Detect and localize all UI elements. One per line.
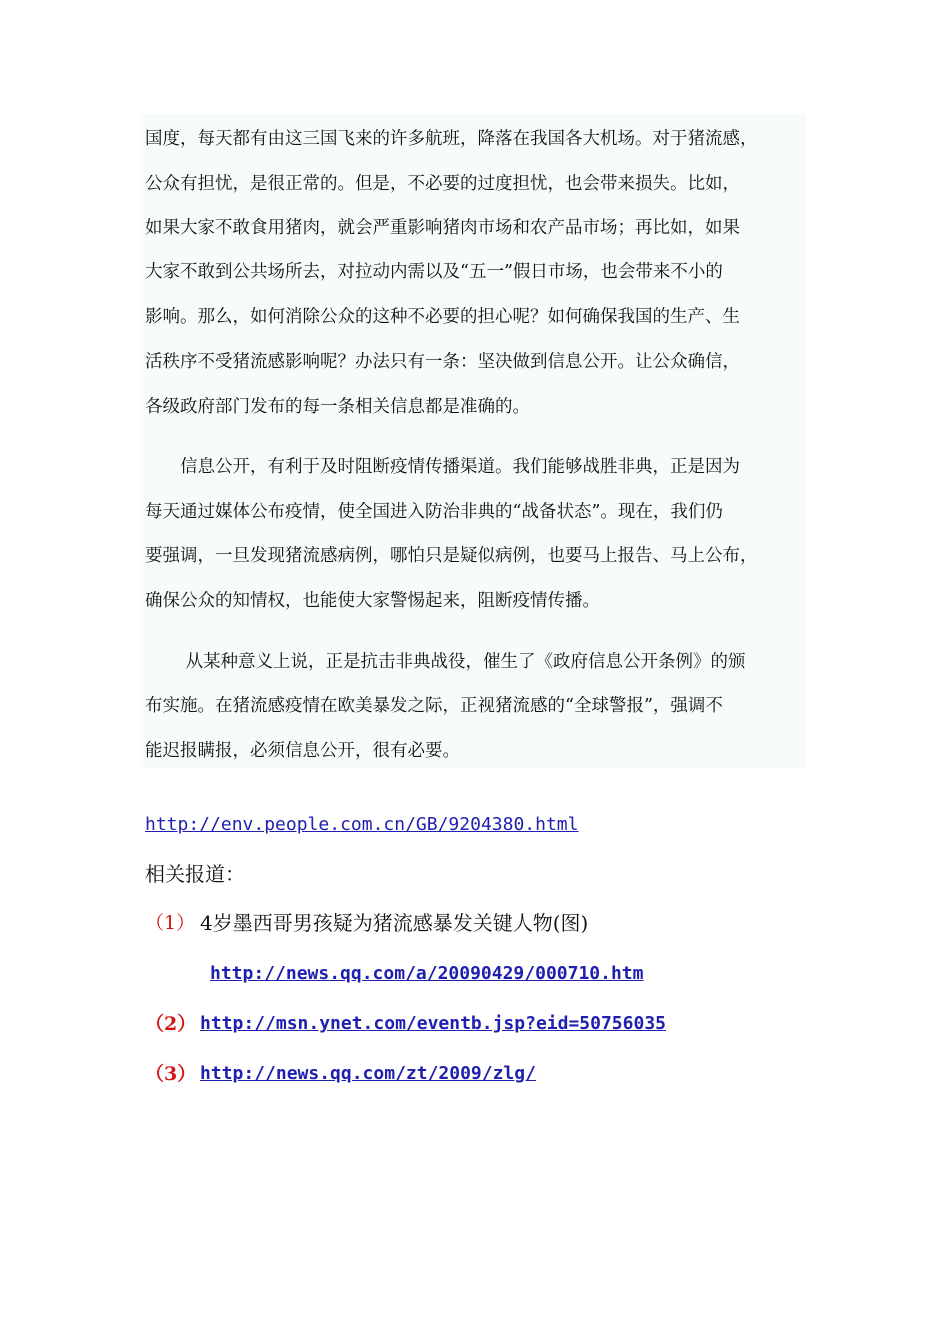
- article-line: 要强调，一旦发现猪流感病例，哪怕只是疑似病例，也要马上报告、马上公布，: [145, 546, 758, 566]
- related-item-1-title: 4岁墨西哥男孩疑为猪流感暴发关键人物(图): [200, 911, 589, 935]
- related-item-2-number: （2）: [145, 1013, 197, 1035]
- article-line: 国度，每天都有由这三国飞来的许多航班，降落在我国各大机场。对于猪流感，: [145, 129, 758, 149]
- related-item-1-number: （1）: [145, 912, 196, 934]
- article-line: 信息公开，有利于及时阻断疫情传播渠道。我们能够战胜非典，正是因为: [145, 457, 740, 477]
- article-line: 如果大家不敢食用猪肉，就会严重影响猪肉市场和农产品市场；再比如，如果: [145, 218, 740, 238]
- source-link[interactable]: http://env.people.com.cn/GB/9204380.html: [145, 814, 579, 835]
- article-line: 影响。那么，如何消除公众的这种不必要的担心呢？如何确保我国的生产、生: [145, 307, 740, 327]
- related-item-2-link[interactable]: http://msn.ynet.com/eventb.jsp?eid=50756035: [200, 1013, 666, 1034]
- article-line: 能迟报瞒报，必须信息公开，很有必要。: [145, 741, 460, 761]
- article-line: 各级政府部门发布的每一条相关信息都是准确的。: [145, 397, 530, 417]
- article-line: 大家不敢到公共场所去，对拉动内需以及“五一”假日市场，也会带来不小的: [145, 262, 723, 282]
- article-line: 布实施。在猪流感疫情在欧美暴发之际，正视猪流感的“全球警报”，强调不: [145, 696, 723, 716]
- related-item-3-number: （3）: [145, 1063, 197, 1085]
- article-line: 公众有担忧，是很正常的。但是，不必要的过度担忧，也会带来损失。比如，: [145, 174, 740, 194]
- related-item-3-link[interactable]: http://news.qq.com/zt/2009/zlg/: [200, 1063, 536, 1084]
- related-reports-heading: 相关报道：: [145, 862, 245, 886]
- related-item-1-link[interactable]: http://news.qq.com/a/20090429/000710.htm: [210, 963, 644, 984]
- article-line: 确保公众的知情权，也能使大家警惕起来，阻断疫情传播。: [145, 591, 600, 611]
- article-line: 每天通过媒体公布疫情，使全国进入防治非典的“战备状态”。现在，我们仍: [145, 502, 723, 522]
- article-line: 活秩序不受猪流感影响呢？办法只有一条：坚决做到信息公开。让公众确信，: [145, 352, 740, 372]
- article-line: 从某种意义上说，正是抗击非典战役，催生了《政府信息公开条例》的颁: [145, 652, 746, 672]
